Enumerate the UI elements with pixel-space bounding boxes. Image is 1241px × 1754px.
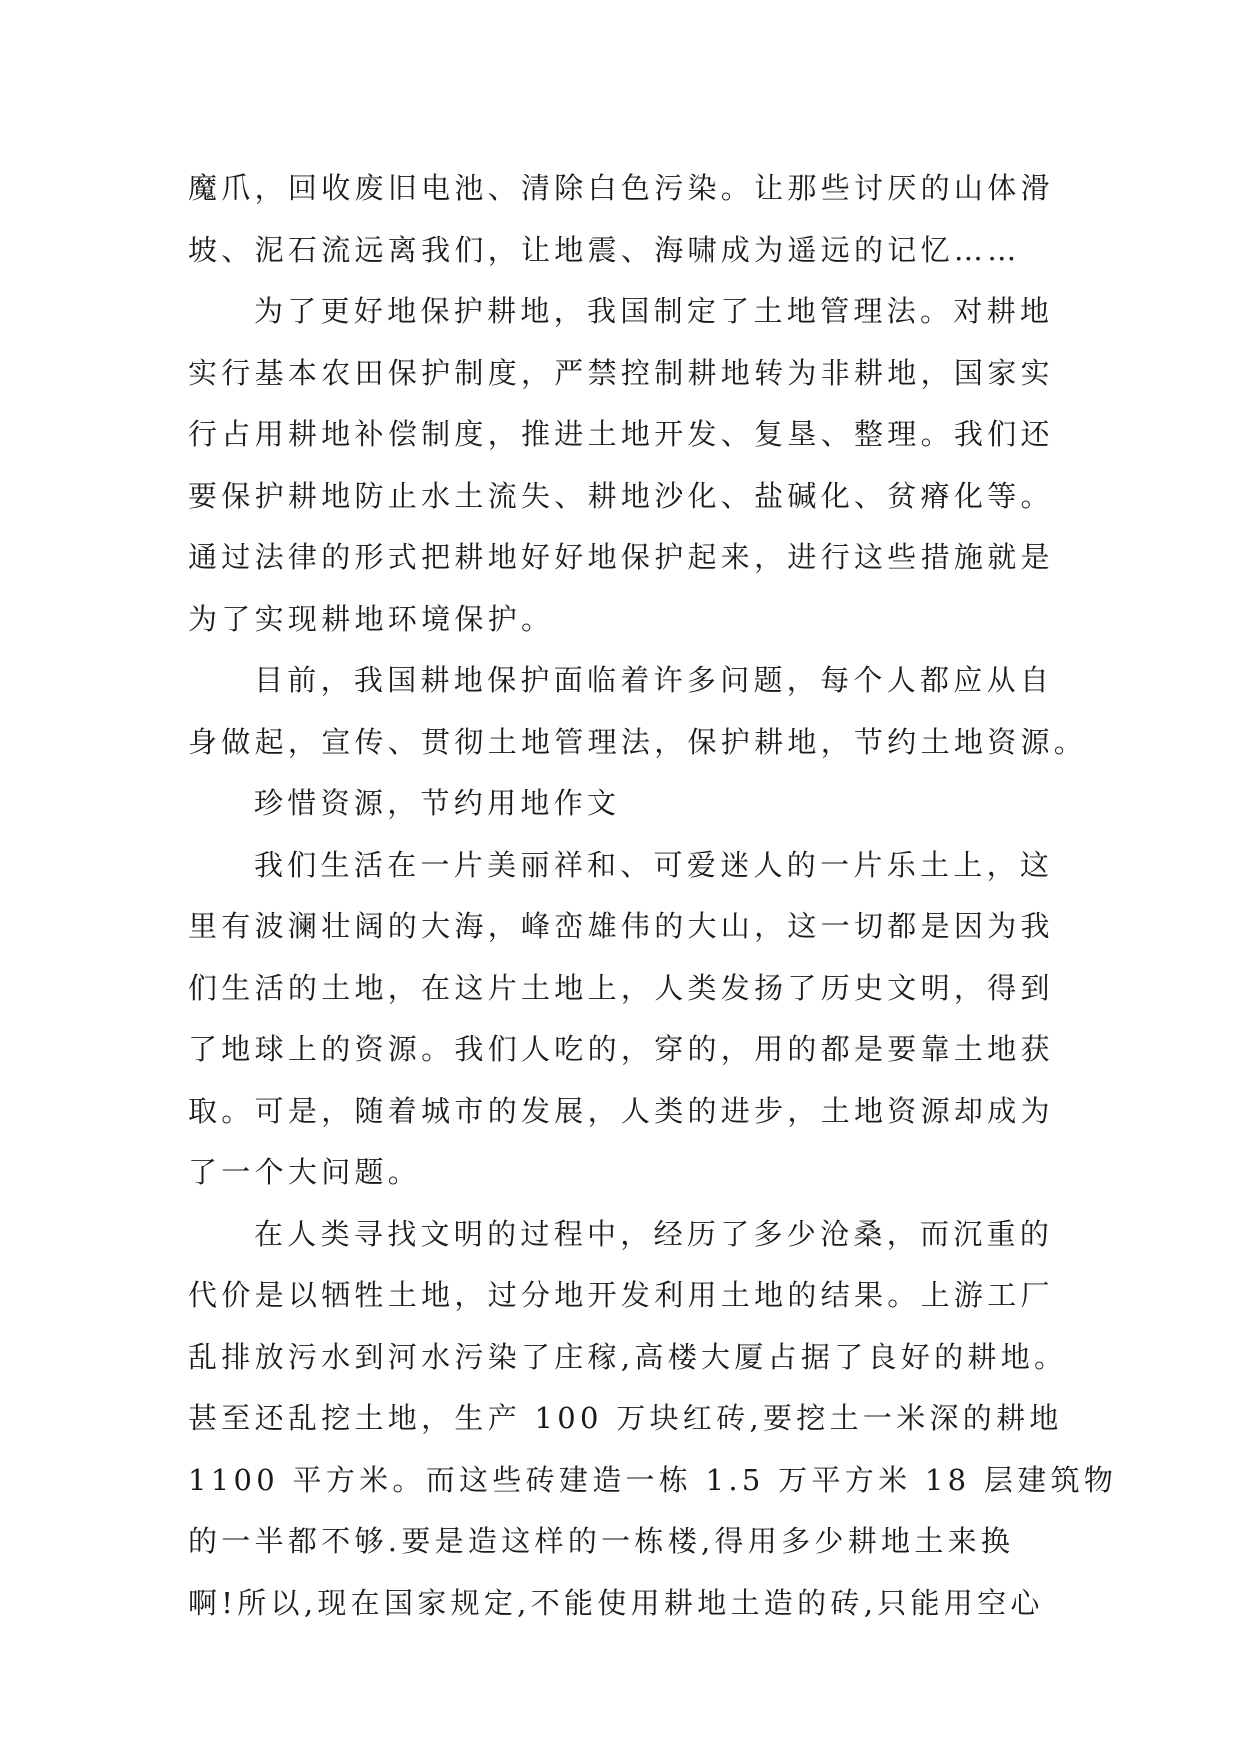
text-line: 我们生活在一片美丽祥和、可爱迷人的一片乐土上，这 <box>254 847 1054 882</box>
text-line: 要保护耕地防止水土流失、耕地沙化、盐碱化、贫瘠化等。 <box>188 478 1054 513</box>
text-line: 的一半都不够.要是造这样的一栋楼,得用多少耕地土来换 <box>188 1524 1015 1558</box>
text-line: 为了实现耕地环境保护。 <box>188 601 555 636</box>
text-line: 身做起，宣传、贯彻土地管理法，保护耕地，节约土地资源。 <box>188 724 1088 759</box>
document-body <box>188 158 1118 1634</box>
text-line: 了一个大问题。 <box>188 1155 422 1189</box>
text-line: 取。可是，随着城市的发展，人类的进步，土地资源却成为 <box>188 1093 1054 1128</box>
text-line: 了地球上的资源。我们人吃的，穿的，用的都是要靠土地获 <box>188 1032 1054 1066</box>
text-line: 在人类寻找文明的过程中，经历了多少沧桑，而沉重的 <box>254 1216 1054 1251</box>
text-line: 代价是以牺牲土地，过分地开发利用土地的结果。上游工厂 <box>188 1278 1054 1312</box>
text-line: 珍惜资源，节约用地作文 <box>254 786 621 820</box>
text-line: 啊!所以,现在国家规定,不能使用耕地土造的砖,只能用空心 <box>188 1585 1044 1620</box>
text-line: 行占用耕地补偿制度，推进土地开发、复垦、整理。我们还 <box>188 417 1054 451</box>
text-line: 乱排放污水到河水污染了庄稼,高楼大厦占据了良好的耕地。 <box>188 1339 1068 1374</box>
text-line: 通过法律的形式把耕地好好地保护起来，进行这些措施就是 <box>188 540 1054 574</box>
text-line: 魔爪，回收废旧电池、清除白色污染。让那些讨厌的山体滑 <box>188 171 1054 205</box>
text-line: 实行基本农田保护制度，严禁控制耕地转为非耕地，国家实 <box>188 355 1054 390</box>
text-line: 们生活的土地，在这片土地上，人类发扬了历史文明，得到 <box>188 970 1054 1005</box>
text-line: 为了更好地保护耕地，我国制定了土地管理法。对耕地 <box>254 294 1054 328</box>
text-line: 甚至还乱挖土地，生产 100 万块红砖,要挖土一米深的耕地 <box>188 1401 1063 1435</box>
text-line: 目前，我国耕地保护面临着许多问题，每个人都应从自 <box>254 663 1054 697</box>
text-line: 1100 平方米。而这些砖建造一栋 1.5 万平方米 18 层建筑物 <box>188 1462 1118 1497</box>
text-line: 坡、泥石流远离我们，让地震、海啸成为遥远的记忆…… <box>188 232 1021 267</box>
text-line: 里有波澜壮阔的大海，峰峦雄伟的大山，这一切都是因为我 <box>188 909 1054 943</box>
